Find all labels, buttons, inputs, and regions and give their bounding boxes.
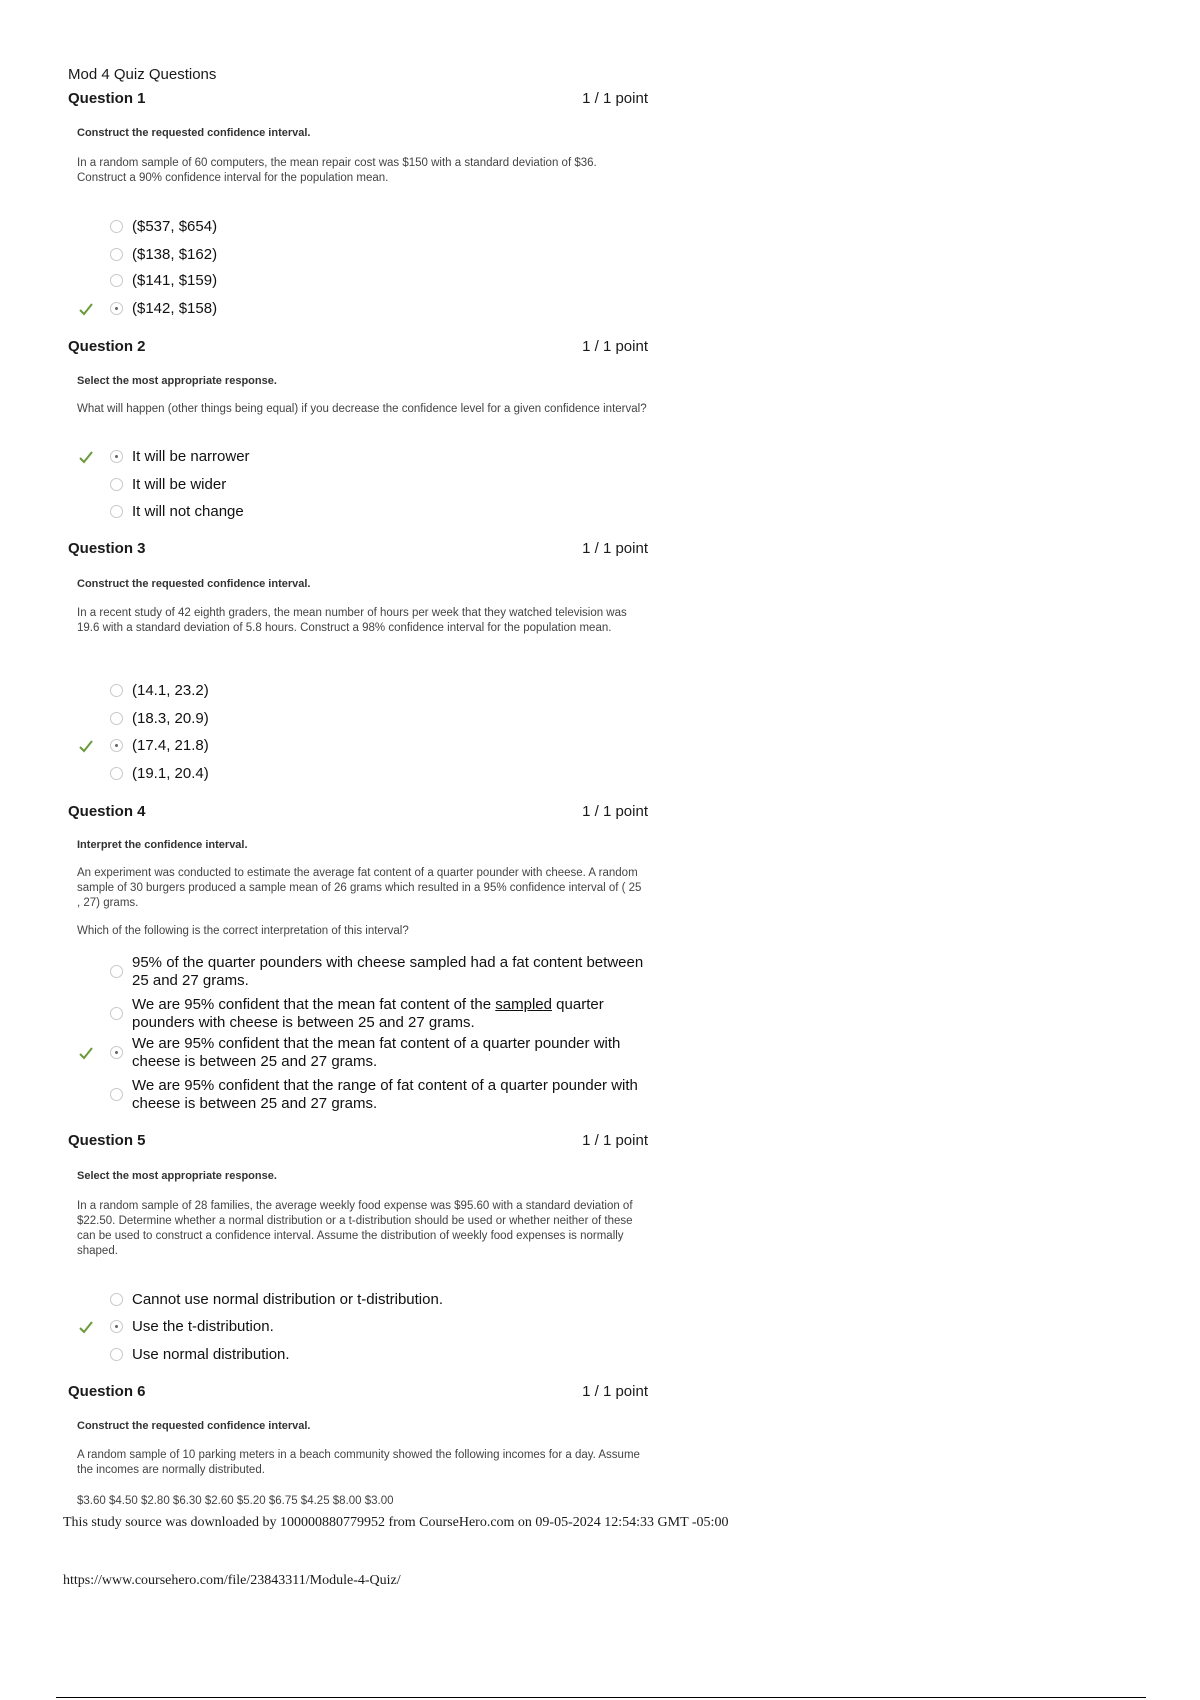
question-instruction: Construct the requested confidence interval. [77,578,311,590]
question-label: Question 3 [68,540,146,557]
question-prompt: In a random sample of 60 computers, the mean repair cost was $150 with a standard deviation of $36. Construct a 90% confidence interval for the population mean. [77,157,597,184]
answer-option[interactable] [110,217,650,237]
radio-button[interactable] [110,1007,123,1020]
radio-button[interactable] [110,1293,123,1306]
radio-button-selected[interactable] [110,1046,123,1059]
radio-button-selected[interactable] [110,450,123,463]
answer-option[interactable] [110,764,650,784]
option-text: It will be wider [132,476,227,493]
question-label: Question 5 [68,1132,146,1149]
option-text: (14.1, 23.2) [132,682,209,699]
question-points: 1 / 1 point [582,803,648,820]
radio-button-selected[interactable] [110,1320,123,1333]
radio-button-selected[interactable] [110,302,123,315]
question-3-header [68,540,648,560]
option-text: 95% of the quarter pounders with cheese sampled had a fat content between 25 and 27 grams. [132,954,644,989]
question-points: 1 / 1 point [582,338,648,355]
answer-option[interactable] [110,245,650,265]
question-label: Question 2 [68,338,146,355]
answer-option-selected[interactable] [110,736,650,756]
question-points: 1 / 1 point [582,90,648,107]
question-prompt: A random sample of 10 parking meters in a beach community showed the following incomes for a day. Assume the incomes are normally distributed. [77,1449,640,1476]
answer-option[interactable] [110,996,650,1032]
option-text: It will not change [132,503,244,520]
option-text: (18.3, 20.9) [132,710,209,727]
underlined-word: sampled [495,996,552,1013]
radio-button[interactable] [110,505,123,518]
answer-option-selected[interactable] [110,1035,650,1071]
question-instruction: Construct the requested confidence interval. [77,1420,311,1432]
answer-option-selected[interactable] [110,299,650,319]
checkmark-icon [78,1045,94,1061]
question-5-header [68,1132,648,1152]
option-text: Cannot use normal distribution or t-distribution. [132,1291,443,1308]
question-points: 1 / 1 point [582,1383,648,1400]
radio-button[interactable] [110,478,123,491]
answer-option[interactable] [110,1077,650,1113]
question-2-header [68,338,648,358]
option-text: (17.4, 21.8) [132,737,209,754]
data-values-line: $3.60 $4.50 $2.80 $6.30 $2.60 $5.20 $6.75 $4.25 $8.00 $3.00 [77,1495,394,1507]
question-1-header [68,90,648,110]
option-text: We are 95% confident that the range of fat content of a quarter pounder with cheese is between 25 and 27 grams. [132,1077,638,1112]
radio-button[interactable] [110,1348,123,1361]
option-text-part: quarter pounders with cheese is between 25 and 27 grams. [132,996,604,1031]
source-url[interactable]: https://www.coursehero.com/file/23843311/Module-4-Quiz/ [63,1573,401,1588]
option-text: Use the t-distribution. [132,1318,274,1335]
question-prompt: An experiment was conducted to estimate the average fat content of a quarter pounder with cheese. A random sample of 30 burgers produced a sample mean of 26 grams which resulted in a 95% confidence interval of ( 25 , 27) grams. [77,867,642,909]
question-instruction: Select the most appropriate response. [77,1170,277,1182]
question-4-header [68,803,648,823]
option-text: ($537, $654) [132,218,218,235]
radio-button[interactable] [110,274,123,287]
question-instruction: Interpret the confidence interval. [77,839,248,851]
option-text: It will be narrower [132,448,250,465]
question-points: 1 / 1 point [582,1132,648,1149]
checkmark-icon [78,738,94,754]
question-label: Question 1 [68,90,146,107]
radio-button[interactable] [110,712,123,725]
option-text: We are 95% confident that the mean fat content of a quarter pounder with cheese is between 25 and 27 grams. [132,1035,621,1070]
option-text: Use normal distribution. [132,1346,290,1363]
bottom-divider [56,1697,1146,1698]
radio-button[interactable] [110,767,123,780]
answer-option-selected[interactable] [110,447,650,467]
answer-option-selected[interactable] [110,1317,650,1337]
question-prompt: What will happen (other things being equal) if you decrease the confidence level for a given confidence interval? [77,403,647,415]
question-instruction: Construct the requested confidence interval. [77,127,311,139]
option-text: ($142, $158) [132,300,218,317]
radio-button-selected[interactable] [110,739,123,752]
checkmark-icon [78,301,94,317]
radio-button[interactable] [110,220,123,233]
radio-button[interactable] [110,965,123,978]
checkmark-icon [78,1319,94,1335]
checkmark-icon [78,449,94,465]
question-subprompt: Which of the following is the correct interpretation of this interval? [77,925,409,937]
radio-button[interactable] [110,684,123,697]
answer-option[interactable] [110,475,650,495]
option-text-part: We are 95% confident that the mean fat content of the [132,996,496,1013]
question-label: Question 4 [68,803,146,820]
question-label: Question 6 [68,1383,146,1400]
answer-option[interactable] [110,1345,650,1365]
answer-option[interactable] [110,502,650,522]
question-6-header [68,1383,648,1403]
source-note: This study source was downloaded by 100000880779952 from CourseHero.com on 09-05-2024 12:54:33 GMT -05:00 [63,1515,729,1530]
option-text: (19.1, 20.4) [132,765,209,782]
question-prompt: In a recent study of 42 eighth graders, the mean number of hours per week that they watched television was 19.6 with a standard deviation of 5.8 hours. Construct a 98% confidence interval for the population mean. [77,607,627,634]
question-prompt: In a random sample of 28 families, the average weekly food expense was $95.60 with a standard deviation of $22.50. Determine whether a normal distribution or a t-distribution should be used or whether neither of these can be used to construct a confidence interval. Assume the distribution of weekly food expenses is normally shaped. [77,1200,633,1257]
answer-option[interactable] [110,1290,650,1310]
question-points: 1 / 1 point [582,540,648,557]
option-text: ($141, $159) [132,272,218,289]
radio-button[interactable] [110,248,123,261]
document-title: Mod 4 Quiz Questions [68,66,217,83]
answer-option[interactable] [110,954,650,990]
option-text [132,996,652,1032]
answer-option[interactable] [110,681,650,701]
answer-option[interactable] [110,709,650,729]
question-instruction: Select the most appropriate response. [77,375,277,387]
option-text: ($138, $162) [132,246,218,263]
radio-button[interactable] [110,1088,123,1101]
answer-option[interactable] [110,271,650,291]
